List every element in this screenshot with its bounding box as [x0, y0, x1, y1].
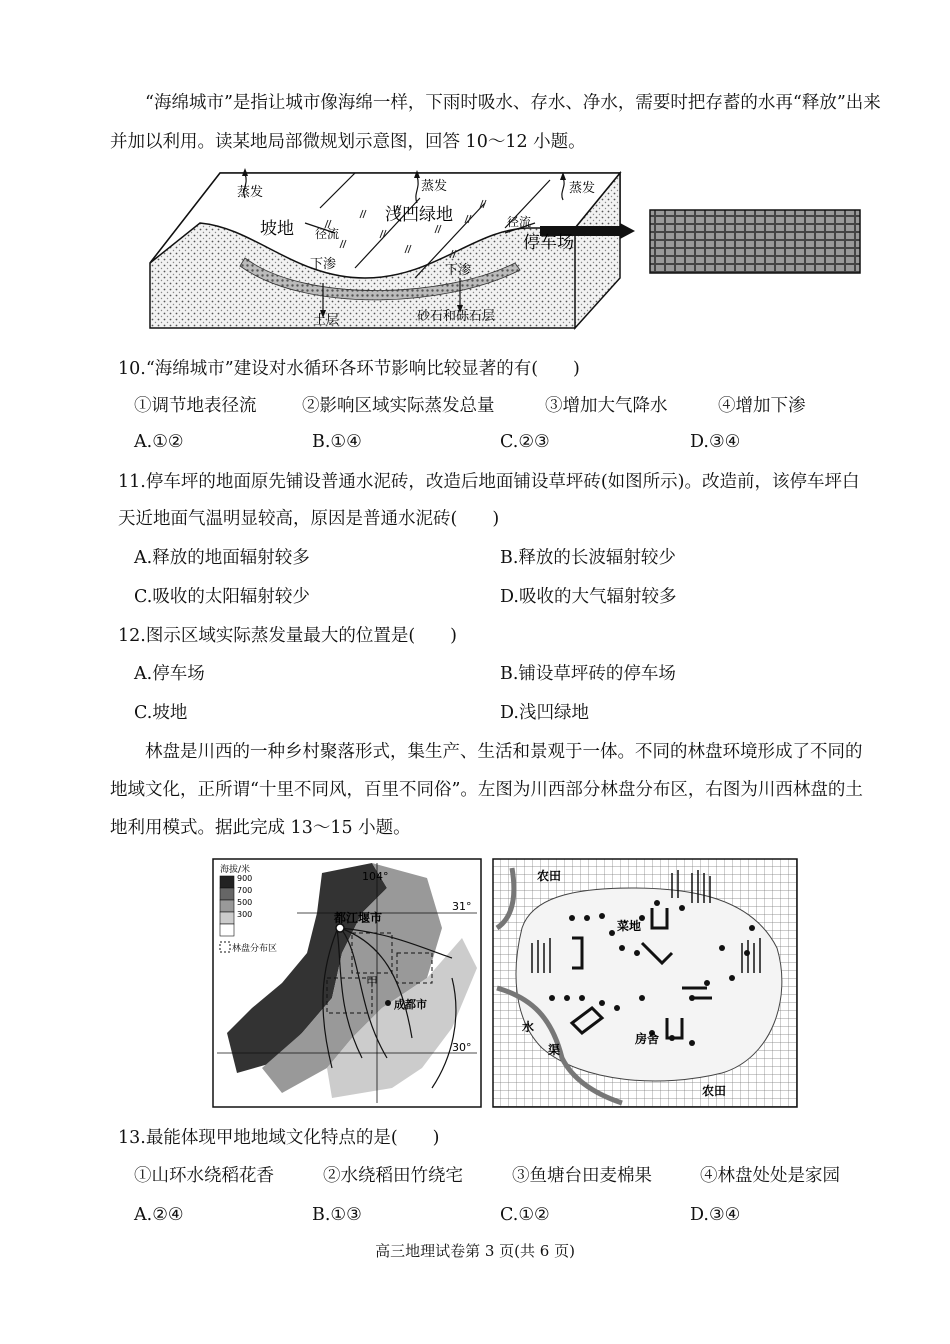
- q10-item-2: ②影响区域实际蒸发总量: [302, 396, 495, 416]
- legend-value-900: 900: [237, 874, 253, 883]
- label-parking: 停车场: [523, 233, 574, 253]
- label-seepage-2: 下渗: [445, 263, 472, 278]
- label-gravel-layer: 砂石和砾石层: [417, 309, 496, 324]
- q10-item-4: ④增加下渗: [718, 396, 806, 416]
- city-dujiangyan: 都江堰市: [334, 911, 383, 925]
- q10-option-d[interactable]: D.③④: [690, 432, 741, 452]
- q13-item-1: ①山环水绕稻花香: [134, 1166, 274, 1186]
- q10-option-a[interactable]: A.①②: [134, 432, 184, 452]
- q11-option-d[interactable]: D.吸收的大气辐射较多: [500, 587, 677, 607]
- intro-paragraph-2-line-2: 地域文化，正所谓“十里不同风，百里不同俗”。左图为川西部分林盘分布区，右图为川西林盘的土: [110, 780, 863, 800]
- q10-option-b[interactable]: B.①④: [312, 432, 362, 452]
- q11-option-a[interactable]: A.释放的地面辐射较多: [134, 548, 310, 568]
- label-evaporation-1: 蒸发: [237, 185, 264, 200]
- label-evaporation-2: 蒸发: [421, 179, 448, 194]
- q10-item-1: ①调节地表径流: [134, 396, 257, 416]
- q13-item-3: ③鱼塘台田麦棉果: [512, 1166, 652, 1186]
- latitude-label-31: 31°: [452, 900, 472, 913]
- label-seepage-1: 下渗: [310, 257, 337, 272]
- label-runoff-1: 径流: [315, 227, 340, 241]
- q10-item-3: ③增加大气降水: [545, 396, 668, 416]
- label-evaporation-3: 蒸发: [569, 181, 596, 196]
- q10-option-c[interactable]: C.②③: [500, 432, 550, 452]
- intro-paragraph-2-line-1: 林盘是川西的一种乡村聚落形式，集生产、生活和景观于一体。不同的林盘环境形成了不同的: [145, 742, 863, 762]
- label-soil-layer: 土层: [313, 313, 340, 328]
- label-houses: 房舍: [635, 1032, 660, 1046]
- sponge-city-diagram: [145, 168, 870, 338]
- q13-option-c[interactable]: C.①②: [500, 1205, 550, 1225]
- page-footer: 高三地理试卷第 3 页(共 6 页): [375, 1242, 575, 1260]
- q12-option-c[interactable]: C.坡地: [134, 703, 188, 723]
- label-runoff-2: 径流: [507, 215, 532, 229]
- label-farmland-1: 农田: [537, 869, 562, 883]
- label-vegetable-plot: 菜地: [617, 919, 642, 933]
- q12-option-a[interactable]: A.停车场: [134, 664, 205, 684]
- intro-paragraph-1-line-1: “海绵城市”是指让城市像海绵一样，下雨时吸水、存水、净水，需要时把存蓄的水再“释放”出来: [145, 93, 881, 113]
- legend-title: 海拔/米: [220, 865, 251, 875]
- q11-option-c[interactable]: C.吸收的太阳辐射较少: [134, 587, 310, 607]
- q13-stem: 13.最能体现甲地地域文化特点的是( ): [118, 1128, 440, 1148]
- label-slope: 坡地: [260, 219, 294, 239]
- q13-option-d[interactable]: D.③④: [690, 1205, 741, 1225]
- linpan-land-use-diagram: [492, 858, 798, 1108]
- q13-option-b[interactable]: B.①③: [312, 1205, 362, 1225]
- q12-option-d[interactable]: D.浅凹绿地: [500, 703, 589, 723]
- q11-option-b[interactable]: B.释放的长波辐射较少: [500, 548, 676, 568]
- longitude-label: 104°: [362, 870, 389, 883]
- q10-stem: 10.“海绵城市”建设对水循环各环节影响比较显著的有( ): [118, 359, 580, 379]
- q13-item-2: ②水绕稻田竹绕宅: [323, 1166, 463, 1186]
- linpan-distribution-map: [212, 858, 482, 1108]
- intro-paragraph-1-line-2: 并加以利用。读某地局部微规划示意图，回答 10～12 小题。: [110, 132, 586, 152]
- q13-item-4: ④林盘处处是家园: [700, 1166, 840, 1186]
- legend-value-700: 700: [237, 886, 253, 895]
- q12-option-b[interactable]: B.铺设草坪砖的停车场: [500, 664, 676, 684]
- q13-option-a[interactable]: A.②④: [134, 1205, 184, 1225]
- intro-paragraph-2-line-3: 地利用模式。据此完成 13～15 小题。: [110, 818, 411, 838]
- legend-value-500: 500: [237, 898, 253, 907]
- label-green-land: 浅凹绿地: [385, 205, 453, 225]
- q12-stem: 12.图示区域实际蒸发量最大的位置是( ): [118, 626, 457, 646]
- latitude-label-30: 30°: [452, 1041, 472, 1054]
- elevation-legend: [217, 863, 297, 963]
- label-jia: 甲: [366, 975, 379, 989]
- city-chengdu: 成都市: [394, 998, 427, 1011]
- legend-linpan-zone: 林盘分布区: [232, 944, 278, 954]
- label-canal-2: 渠: [548, 1043, 561, 1057]
- label-canal-1: 水: [522, 1020, 535, 1034]
- q11-stem-line-1: 11.停车坪的地面原先铺设普通水泥砖，改造后地面铺设草坪砖(如图所示)。改造前，该停车坪白: [118, 472, 860, 492]
- q11-stem-line-2: 天近地面气温明显较高，原因是普通水泥砖( ): [118, 509, 500, 529]
- label-farmland-2: 农田: [702, 1084, 727, 1098]
- legend-value-300: 300: [237, 910, 253, 919]
